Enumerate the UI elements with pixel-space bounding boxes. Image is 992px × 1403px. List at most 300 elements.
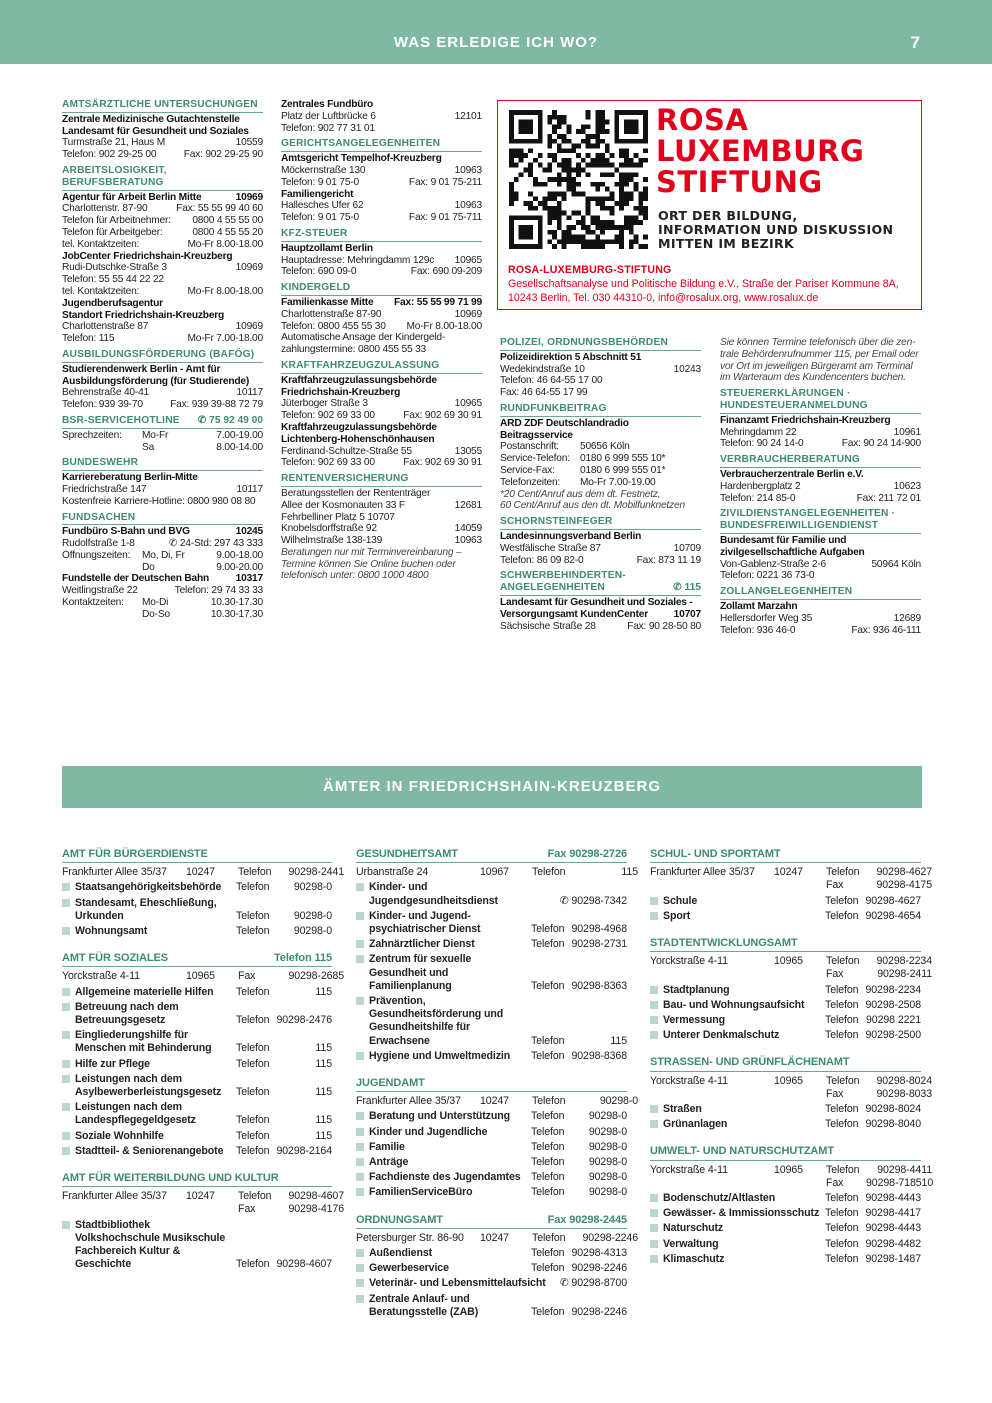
office-service-item[interactable] bbox=[62, 897, 332, 923]
qr-module bbox=[538, 153, 543, 158]
contact-number[interactable]: 90298-8033 bbox=[876, 1087, 932, 1100]
contact-number[interactable]: 90298-4607 bbox=[276, 1258, 332, 1271]
entry-line-left: Fundstelle der Deutschen Bahn bbox=[62, 573, 210, 585]
service-line bbox=[500, 465, 701, 477]
office-service-item[interactable] bbox=[356, 881, 627, 907]
contact-number[interactable]: 115 bbox=[315, 1057, 332, 1070]
contact-number[interactable]: 115 bbox=[315, 1114, 332, 1127]
qr-module bbox=[600, 163, 605, 168]
entry-line bbox=[281, 398, 482, 410]
service-name: Zentrum für sexuelle Gesundheit und Familienplanung bbox=[369, 953, 472, 992]
office-service-item[interactable] bbox=[650, 1192, 921, 1205]
contact-number[interactable]: 90298-4417 bbox=[865, 1207, 921, 1220]
qr-module bbox=[586, 239, 591, 244]
qr-module bbox=[619, 206, 624, 211]
qr-module bbox=[538, 201, 543, 206]
service-value: 0180 6 999 555 01* bbox=[580, 464, 666, 476]
contact-number[interactable]: 90298-0 bbox=[588, 1156, 627, 1169]
entry-line bbox=[62, 538, 263, 550]
contact-number[interactable]: 115 bbox=[621, 866, 638, 879]
contact-type: Telefon bbox=[825, 1222, 859, 1235]
qr-module bbox=[605, 129, 610, 134]
qr-module bbox=[590, 163, 595, 168]
section-spacer bbox=[650, 1131, 921, 1145]
qr-module bbox=[638, 201, 643, 206]
qr-module bbox=[533, 196, 538, 201]
office-service-item[interactable] bbox=[356, 1171, 627, 1184]
postal-code: 10247 bbox=[774, 866, 803, 879]
service-line bbox=[500, 477, 701, 489]
qr-module bbox=[509, 158, 514, 163]
qr-module bbox=[552, 244, 557, 249]
office-service-item[interactable] bbox=[62, 1073, 332, 1099]
qr-module bbox=[629, 239, 634, 244]
bullet-square-icon bbox=[62, 927, 70, 935]
contact-number[interactable]: 90298-4176 bbox=[288, 1203, 344, 1216]
office-service-item[interactable] bbox=[356, 1186, 627, 1199]
service-value: 0180 6 999 555 10* bbox=[580, 453, 666, 465]
office-service-item[interactable] bbox=[356, 1247, 627, 1260]
entry-name: Finanzamt Friedrichshain-Kreuzberg bbox=[720, 414, 891, 426]
qr-module bbox=[557, 144, 562, 149]
qr-module bbox=[605, 148, 610, 153]
contact-type: Telefon bbox=[825, 894, 859, 907]
service-name: Leistungen nach dem Asylbewerberleistungsgesetz bbox=[75, 1072, 222, 1099]
qr-module bbox=[600, 206, 605, 211]
contact-type: Telefon bbox=[531, 1305, 565, 1318]
contact-number[interactable]: 90298-2411 bbox=[877, 968, 932, 981]
contact-number[interactable]: 90298-0 bbox=[588, 1110, 627, 1123]
entry-name: Zentrales Fundbüro bbox=[281, 99, 374, 110]
qr-module bbox=[600, 230, 605, 235]
office-service-item[interactable] bbox=[356, 1141, 627, 1154]
contact-number[interactable]: 90298-2234 bbox=[865, 983, 921, 996]
office-service-item[interactable] bbox=[650, 1118, 921, 1131]
contact-number[interactable]: 90298-0 bbox=[588, 1140, 627, 1153]
contact-type: Telefon bbox=[826, 1074, 860, 1087]
qr-module bbox=[528, 168, 533, 173]
qr-module bbox=[567, 225, 572, 230]
office-address bbox=[650, 1088, 774, 1101]
entry-line-left: Telefon: 939 39-70 bbox=[62, 399, 143, 411]
contact-number[interactable]: 90298-2508 bbox=[865, 998, 921, 1011]
qr-module bbox=[605, 172, 610, 177]
entry-line-left: Möckernstraße 130 bbox=[281, 164, 366, 176]
office-service-item[interactable] bbox=[650, 1222, 921, 1235]
bullet-square-icon bbox=[62, 1221, 70, 1229]
office-service-item[interactable] bbox=[650, 895, 921, 908]
contact-type: Telefon bbox=[531, 1262, 565, 1275]
entry-line bbox=[62, 321, 263, 333]
office-service-item[interactable] bbox=[356, 910, 627, 936]
qr-module bbox=[624, 191, 629, 196]
qr-module bbox=[614, 239, 619, 244]
contact-number[interactable]: ✆ 90298-8700 bbox=[559, 1277, 627, 1290]
contact-number[interactable]: 90298-8363 bbox=[571, 979, 627, 992]
qr-module bbox=[581, 235, 586, 240]
note-text: *20 Cent/Anruf aus dem dt. Festnetz, bbox=[500, 488, 661, 500]
office-service-item[interactable] bbox=[650, 1029, 921, 1042]
office-service-item[interactable] bbox=[62, 986, 332, 999]
contact-number[interactable]: 90298-2246 bbox=[571, 1262, 627, 1275]
entry-line bbox=[281, 446, 482, 458]
office-service-item[interactable] bbox=[650, 1253, 921, 1266]
qr-module bbox=[586, 163, 591, 168]
qr-module bbox=[571, 225, 576, 230]
office-address bbox=[650, 879, 774, 892]
contact-number[interactable]: 90298-0 bbox=[588, 1186, 627, 1199]
contact-number[interactable]: 90298-2246 bbox=[571, 1305, 627, 1318]
office-service-item[interactable] bbox=[650, 1207, 921, 1220]
entry-line-left: Friedrichstraße 147 bbox=[62, 483, 147, 495]
entry-name: Landesamt für Gesundheit und Soziales bbox=[62, 125, 249, 137]
entry-line-left: tel. Kontaktzeiten: bbox=[62, 285, 140, 297]
contact-type: Telefon bbox=[236, 1086, 270, 1099]
postal-code: 10247 bbox=[186, 1190, 215, 1203]
bullet-square-icon bbox=[62, 1060, 70, 1068]
office-service-item[interactable] bbox=[62, 1058, 332, 1071]
office-service-item[interactable] bbox=[356, 1110, 627, 1123]
entry-line bbox=[281, 535, 482, 547]
contact-number[interactable]: 115 bbox=[315, 1129, 332, 1142]
qr-module bbox=[547, 168, 552, 173]
qr-module bbox=[552, 110, 557, 115]
note-text: telefonisch unter: 0800 1000 4800 bbox=[281, 570, 429, 582]
bullet-square-icon bbox=[356, 912, 364, 920]
contact-number[interactable]: 90298-8024 bbox=[876, 1074, 932, 1087]
service-name: Außendienst bbox=[369, 1247, 433, 1260]
service-name: Stadtteil- & Seniorenangebote bbox=[75, 1144, 224, 1157]
entry-line bbox=[62, 262, 263, 274]
section-heading bbox=[720, 454, 921, 468]
qr-module bbox=[567, 172, 572, 177]
office-address: Petersburger Str. 86-90 bbox=[356, 1231, 464, 1244]
ad-footer-contact[interactable]: 10243 Berlin, Tel. 030 44310-0, info@rosalux.org, www.rosalux.de bbox=[508, 292, 819, 304]
qr-module bbox=[538, 163, 543, 168]
office-service-item[interactable] bbox=[62, 1001, 332, 1027]
note-text: 60 Cent/Anruf aus den dt. Mobilfunknetzen bbox=[500, 500, 685, 512]
office-service-item[interactable] bbox=[650, 984, 921, 997]
contact-number[interactable]: 90298-4411 bbox=[877, 1163, 932, 1176]
entry-line-right: Mo-Fr 7.00-18.00 bbox=[187, 333, 263, 345]
contact-number[interactable]: 90298-1487 bbox=[865, 1252, 921, 1265]
office-heading-label: AMT FÜR WEITERBILDUNG UND KULTUR bbox=[62, 1172, 279, 1185]
contact-number[interactable]: 90298-2500 bbox=[865, 1029, 921, 1042]
office-service-item[interactable] bbox=[62, 1029, 332, 1055]
entry-name: Standort Friedrichshain-Kreuzberg bbox=[62, 309, 225, 321]
qr-module bbox=[595, 120, 600, 125]
qr-module bbox=[600, 182, 605, 187]
contact-number[interactable]: 90298-2441 bbox=[288, 866, 344, 879]
contact-type: Telefon bbox=[531, 1171, 565, 1184]
qr-module bbox=[581, 158, 586, 163]
page-header bbox=[0, 0, 992, 64]
qr-module bbox=[533, 158, 538, 163]
office-service-item[interactable] bbox=[356, 1156, 627, 1169]
bullet-square-icon bbox=[650, 986, 658, 994]
rosa-luxemburg-ad[interactable] bbox=[497, 100, 922, 310]
office-service-item[interactable] bbox=[356, 1050, 627, 1063]
office-heading-label: STRASSEN- UND GRÜNFLÄCHENAMT bbox=[650, 1056, 850, 1069]
entry-line-right: Fax: 902 69 30 91 bbox=[403, 457, 482, 469]
qr-module bbox=[619, 239, 624, 244]
qr-module bbox=[581, 244, 586, 249]
qr-module bbox=[571, 148, 576, 153]
qr-module bbox=[629, 158, 634, 163]
entry-name: Bundesamt für Familie und bbox=[720, 534, 847, 546]
office-service-item[interactable] bbox=[356, 1126, 627, 1139]
entry-line bbox=[720, 438, 921, 450]
qr-module bbox=[509, 182, 514, 187]
office-address-row bbox=[650, 879, 932, 892]
qr-code[interactable] bbox=[509, 110, 648, 249]
contact-number[interactable]: 90298-2234 bbox=[876, 955, 932, 968]
entry-line-right: Fax: 690 09-209 bbox=[410, 266, 482, 278]
contact-type: Telefon bbox=[236, 909, 270, 922]
entry-line-left: Rudolfstraße 1-8 bbox=[62, 538, 135, 550]
contact-number[interactable]: 90298-0 bbox=[293, 881, 332, 894]
office-address: Yorckstraße 4-11 bbox=[650, 955, 728, 968]
hours-days: Sa bbox=[142, 441, 155, 453]
entry-line-right: Mo-Fr 8.00-18.00 bbox=[406, 320, 482, 332]
qr-module bbox=[557, 191, 562, 196]
entry-line-left: Versorgungsamt KundenCenter bbox=[500, 608, 649, 620]
entry-line-left: Hallesches Ufer 62 bbox=[281, 200, 364, 212]
contact-number[interactable]: 90298-2685 bbox=[288, 970, 344, 983]
hours-label: Kontaktzeiten: bbox=[62, 597, 124, 609]
office-service-item[interactable] bbox=[62, 1130, 332, 1143]
contact-number[interactable]: 90298-2164 bbox=[276, 1144, 332, 1157]
directory-column-3 bbox=[500, 337, 701, 632]
contact-number[interactable]: 90298-4175 bbox=[876, 879, 932, 892]
qr-module bbox=[634, 235, 639, 240]
contact-type: Telefon bbox=[531, 1049, 565, 1062]
contact-number[interactable]: 90298-2246 bbox=[582, 1231, 638, 1244]
office-service-item[interactable] bbox=[62, 925, 332, 938]
office-service-item[interactable] bbox=[356, 938, 627, 951]
ad-tagline-line: INFORMATION UND DISKUSSION bbox=[658, 222, 894, 237]
office-service-item[interactable] bbox=[650, 910, 921, 923]
hotline-number[interactable]: ✆ 75 92 49 00 bbox=[197, 414, 263, 426]
contact-number[interactable]: 90298-4968 bbox=[571, 923, 627, 936]
qr-module bbox=[557, 201, 562, 206]
entry-line-right: 12689 bbox=[893, 612, 921, 624]
contact-number[interactable]: ✆ 90298-7342 bbox=[559, 894, 627, 907]
entry-line-left: Telefon: 0800 455 55 30 bbox=[281, 320, 386, 332]
contact-number[interactable]: 90298-8040 bbox=[865, 1118, 921, 1131]
qr-module bbox=[595, 134, 600, 139]
section-heading-label: FUNDSACHEN bbox=[62, 511, 136, 523]
qr-module bbox=[543, 206, 548, 211]
contact-number[interactable]: 115 bbox=[315, 1086, 332, 1099]
ad-tagline-line: ORT DER BILDUNG, bbox=[658, 208, 798, 223]
contact-number[interactable]: 90298-4313 bbox=[571, 1247, 627, 1260]
contact-number[interactable]: 90298-0 bbox=[293, 909, 332, 922]
contact-number[interactable]: 90298-4482 bbox=[865, 1237, 921, 1250]
qr-module bbox=[552, 215, 557, 220]
office-service-item[interactable] bbox=[62, 1101, 332, 1127]
entry-line bbox=[500, 375, 701, 387]
office-service-item[interactable] bbox=[356, 995, 627, 1048]
office-service-item[interactable] bbox=[650, 1014, 921, 1027]
qr-module bbox=[562, 163, 567, 168]
qr-module bbox=[634, 153, 639, 158]
contact-type: Telefon bbox=[825, 1252, 859, 1265]
bullet-square-icon bbox=[356, 1128, 364, 1136]
contact-number[interactable]: 90298-8024 bbox=[865, 1103, 921, 1116]
section-heading bbox=[62, 99, 263, 113]
contact-number[interactable]: 90298-0 bbox=[588, 1171, 627, 1184]
contact-number[interactable]: 90298-4627 bbox=[865, 894, 921, 907]
office-address-row bbox=[62, 866, 344, 879]
entry-line bbox=[62, 573, 263, 585]
page-title: WAS ERLEDIGE ICH WO? bbox=[393, 34, 599, 51]
contact-number[interactable]: 90298-0 bbox=[599, 1095, 638, 1108]
bullet-square-icon bbox=[650, 897, 658, 905]
service-name: Fachdienste des Jugendamtes bbox=[369, 1171, 521, 1184]
bullet-square-icon bbox=[650, 1031, 658, 1039]
qr-module bbox=[595, 235, 600, 240]
qr-module bbox=[547, 134, 552, 139]
office-service-item[interactable] bbox=[62, 1145, 332, 1158]
qr-module bbox=[619, 201, 624, 206]
ad-footer-name: ROSA-LUXEMBURG-STIFTUNG bbox=[508, 264, 672, 276]
office-service-item[interactable] bbox=[650, 1103, 921, 1116]
contact-number[interactable]: 90298-0 bbox=[293, 925, 332, 938]
qr-module bbox=[595, 215, 600, 220]
service-name: Kinder- und Jugend- psychiatrischer Dienst bbox=[369, 909, 481, 936]
qr-module bbox=[567, 139, 572, 144]
qr-module bbox=[547, 163, 552, 168]
qr-module bbox=[634, 206, 639, 211]
contact-number[interactable]: 90298-718510 bbox=[866, 1176, 934, 1189]
contact-number[interactable]: 90298-4627 bbox=[876, 866, 932, 879]
contact-number[interactable]: 115 bbox=[315, 985, 332, 998]
qr-module bbox=[547, 211, 552, 216]
qr-module bbox=[528, 163, 533, 168]
entry-line bbox=[62, 274, 263, 286]
contact-type: Telefon bbox=[236, 1144, 270, 1157]
contact-number[interactable]: 90298-2731 bbox=[571, 938, 627, 951]
qr-module bbox=[590, 244, 595, 249]
note-text: vor Ort im jeweiligen Bürgeramt am Terminal bbox=[720, 360, 913, 372]
qr-module bbox=[595, 129, 600, 134]
contact-number[interactable]: 115 bbox=[315, 1042, 332, 1055]
qr-module bbox=[571, 187, 576, 192]
entry-line-right: ✆ 24-Std: 297 43 333 bbox=[168, 538, 263, 550]
entry-line bbox=[62, 215, 263, 227]
bullet-square-icon bbox=[650, 1194, 658, 1202]
entry-line-right: 10117 bbox=[236, 387, 263, 399]
contact-number[interactable]: 90298-4443 bbox=[865, 1192, 921, 1205]
entry-line-right: 14059 bbox=[454, 523, 482, 535]
office-service-item[interactable] bbox=[356, 953, 627, 993]
hours-time: 9.00-20.00 bbox=[216, 561, 263, 573]
office-address-row bbox=[356, 1231, 638, 1245]
section-heading-label: POLIZEI, ORDNUNGSBEHÖRDEN bbox=[500, 337, 669, 348]
postal-code bbox=[774, 1088, 826, 1101]
qr-module bbox=[514, 191, 519, 196]
entry-line bbox=[62, 192, 263, 204]
section-heading-label: ARBEITSLOSIGKEIT, BERUFSBERATUNG bbox=[62, 164, 167, 188]
office-service-item[interactable] bbox=[62, 1219, 332, 1272]
office-address: Frankfurter Allee 35/37 bbox=[62, 1190, 167, 1203]
contact-number[interactable]: 90298-8368 bbox=[571, 1049, 627, 1062]
entry-line bbox=[500, 621, 701, 633]
qr-module bbox=[543, 182, 548, 187]
service-label: Service-Telefon: bbox=[500, 453, 570, 465]
contact-number[interactable]: 90298-4654 bbox=[865, 909, 921, 922]
note-text: Beratungen nur mit Terminvereinbarung – bbox=[281, 546, 462, 558]
qr-module bbox=[643, 206, 648, 211]
qr-module bbox=[509, 201, 514, 206]
section-heading bbox=[281, 282, 482, 296]
office-service-item[interactable] bbox=[356, 1293, 627, 1319]
qr-module bbox=[586, 144, 591, 149]
qr-module bbox=[624, 148, 629, 153]
qr-module bbox=[590, 215, 595, 220]
note-text: Sie können Termine telefonisch über die zen- bbox=[720, 337, 916, 348]
bullet-square-icon bbox=[650, 1120, 658, 1128]
office-service-item[interactable] bbox=[650, 1238, 921, 1251]
office-heading-label: UMWELT- UND NATURSCHUTZAMT bbox=[650, 1145, 834, 1158]
qr-module bbox=[614, 168, 619, 173]
qr-module bbox=[557, 115, 562, 120]
qr-module bbox=[600, 124, 605, 129]
qr-module bbox=[547, 230, 552, 235]
qr-module bbox=[528, 201, 533, 206]
bullet-square-icon bbox=[62, 988, 70, 996]
contact-number[interactable]: 90298-0 bbox=[588, 1125, 627, 1138]
contact-number[interactable]: 115 bbox=[610, 1034, 627, 1047]
qr-module bbox=[547, 196, 552, 201]
contact-number[interactable]: 90298-4607 bbox=[288, 1190, 344, 1203]
entry-line-left: Charlottenstr. 87-90 bbox=[62, 203, 148, 215]
service-name: Eingliederungshilfe für Menschen mit Behinderung bbox=[75, 1029, 212, 1055]
qr-module bbox=[624, 215, 629, 220]
entry-name: zivilgesellschaftliche Aufgaben bbox=[720, 546, 865, 558]
section-heading-label: SCHORNSTEINFEGER bbox=[500, 516, 613, 528]
contact-type: Telefon bbox=[236, 925, 270, 938]
qr-module bbox=[547, 153, 552, 158]
contact-number[interactable]: 90298-4443 bbox=[865, 1222, 921, 1235]
qr-module bbox=[576, 182, 581, 187]
office-service-item[interactable] bbox=[356, 1262, 627, 1275]
bullet-square-icon bbox=[650, 1016, 658, 1024]
hotline-number[interactable]: ✆ 115 bbox=[673, 582, 701, 594]
qr-module bbox=[595, 139, 600, 144]
contact-number[interactable]: 90298-2476 bbox=[276, 1014, 332, 1027]
bullet-square-icon bbox=[356, 955, 364, 963]
qr-module bbox=[586, 230, 591, 235]
qr-module bbox=[567, 235, 572, 240]
office-service-item[interactable] bbox=[650, 999, 921, 1012]
office-address-row bbox=[356, 866, 638, 879]
service-name: Kinder und Jugendliche bbox=[369, 1125, 488, 1138]
entry-line bbox=[281, 512, 482, 524]
office-service-item[interactable] bbox=[62, 881, 332, 894]
contact-number[interactable]: 90298 2221 bbox=[866, 1014, 921, 1027]
service-label: Telefonzeiten: bbox=[500, 476, 561, 488]
qr-module bbox=[634, 239, 639, 244]
qr-module bbox=[562, 134, 567, 139]
entry-line-right: 0800 4 55 55 20 bbox=[192, 226, 263, 238]
office-service-item[interactable] bbox=[356, 1277, 627, 1290]
service-line bbox=[500, 441, 701, 453]
entry-line-right: Fax: 873 11 19 bbox=[636, 554, 701, 566]
office-address: Urbanstraße 24 bbox=[356, 866, 429, 879]
service-line bbox=[500, 453, 701, 465]
